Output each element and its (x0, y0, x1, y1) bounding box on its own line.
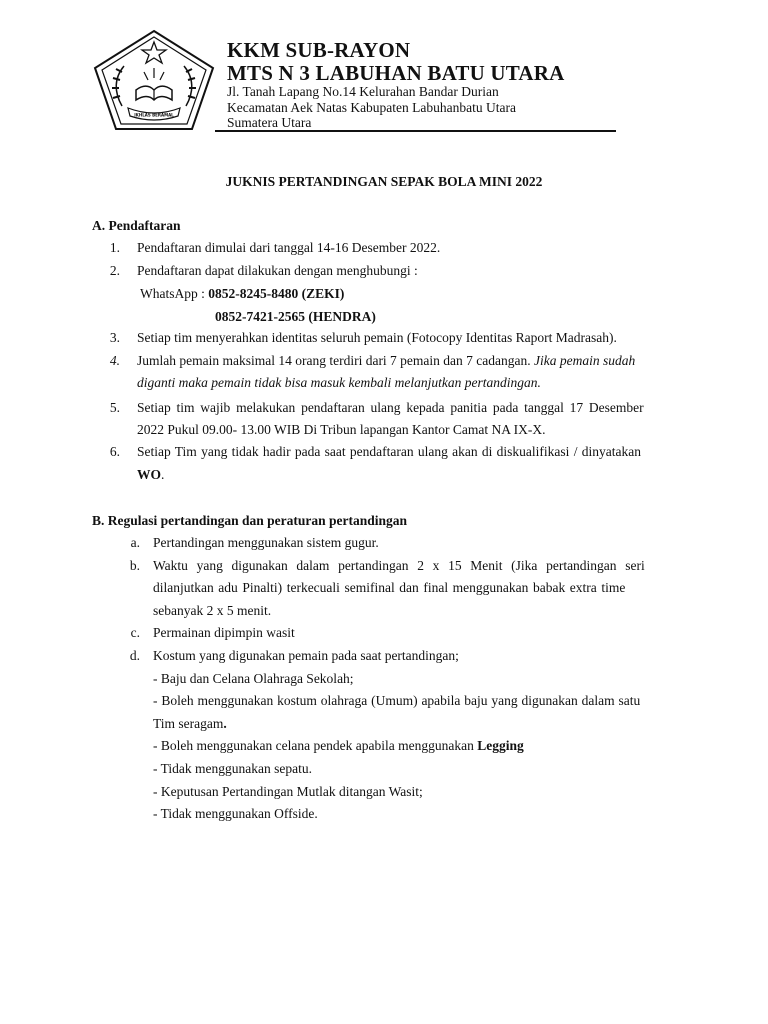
letterhead-divider (215, 130, 616, 132)
legging-label: Legging (477, 738, 524, 753)
item-number: 3. (109, 330, 120, 345)
item-text-italic: Jika pemain sudah (534, 353, 636, 368)
item-letter: b. (129, 558, 140, 573)
item-text: Setiap tim wajib melakukan pendaftaran ulang kepada panitia pada tanggal 17 Desember (137, 400, 644, 415)
item-number: 2. (109, 263, 120, 278)
section-a-heading: A. Pendaftaran (92, 218, 181, 233)
item-text: Pendaftaran dimulai dari tanggal 14-16 Desember 2022. (137, 240, 441, 255)
logo-motto: IKHLAS BERAMAL (134, 112, 174, 118)
address-line2: Kecamatan Aek Natas Kabupaten Labuhanbatu Utara (227, 100, 516, 115)
item-text: Permainan dipimpin wasit (153, 625, 295, 640)
item-letter: c. (130, 625, 140, 640)
sub-item: - Keputusan Pertandingan Mutlak ditangan Wasit; (153, 784, 423, 799)
contact-line (140, 286, 344, 302)
sub-item-end: . (223, 716, 227, 731)
item-text: Waktu yang digunakan dalam pertandingan 2 x 15 Menit (Jika pertandingan seri (153, 558, 645, 573)
sub-item: - Baju dan Celana Olahraga Sekolah; (153, 671, 354, 686)
address-line3: Sumatera Utara (227, 115, 312, 130)
item-text (137, 353, 635, 369)
sub-item: - Tidak menggunakan Offside. (153, 806, 318, 821)
item-text-plain: Jumlah pemain maksimal 14 orang terdiri dari 7 pemain dan 7 cadangan. (137, 353, 535, 368)
sub-item: - Tidak menggunakan sepatu. (153, 761, 312, 776)
sub-item-text: - Boleh menggunakan celana pendek apabila menggunakan (153, 738, 478, 753)
sub-item: - Boleh menggunakan kostum olahraga (Umum) apabila baju yang digunakan dalam satu (153, 693, 641, 708)
item-text-end: . (161, 467, 165, 482)
document-title: JUKNIS PERTANDINGAN SEPAK BOLA MINI 2022 (225, 174, 543, 189)
item-text: Setiap tim menyerahkan identitas seluruh pemain (Fotocopy Identitas Raport Madrasah). (137, 330, 617, 345)
item-text: Setiap Tim yang tidak hadir pada saat pendaftaran ulang akan di diskualifikasi / dinyatakan (137, 444, 641, 459)
item-text: Pendaftaran dapat dilakukan dengan menghubungi : (137, 263, 418, 278)
sub-item (153, 738, 524, 754)
ministry-logo-icon (92, 28, 216, 132)
item-letter: a. (130, 535, 140, 550)
wo-label: WO (137, 467, 162, 482)
section-b-heading: B. Regulasi pertandingan dan peraturan pertandingan (92, 513, 408, 528)
school-name-line1: KKM SUB-RAYON (227, 38, 411, 62)
item-number: 6. (109, 444, 120, 459)
item-text (137, 467, 164, 483)
item-number: 5. (109, 400, 120, 415)
item-number: 1. (109, 240, 120, 255)
sub-item-text: Tim seragam (153, 716, 224, 731)
sub-item (153, 716, 227, 732)
contact-phone: 0852-7421-2565 (HENDRA) (215, 309, 376, 324)
school-name-line2: MTS N 3 LABUHAN BATU UTARA (227, 61, 565, 85)
item-text: dilanjutkan adu Pinalti) terkecuali semifinal dan final menggunakan babak extra time (153, 580, 626, 595)
item-text: Kostum yang digunakan pemain pada saat pertandingan; (153, 648, 459, 663)
whatsapp-label: WhatsApp : (140, 286, 209, 301)
address-line1: Jl. Tanah Lapang No.14 Kelurahan Bandar Durian (227, 84, 499, 99)
item-text: 2022 Pukul 09.00- 13.00 WIB Di Tribun lapangan Kantor Camat NA IX-X. (137, 422, 546, 437)
item-text: sebanyak 2 x 5 menit. (153, 603, 272, 618)
item-text: Pertandingan menggunakan sistem gugur. (153, 535, 379, 550)
item-text-italic: diganti maka pemain tidak bisa masuk kembali melanjutkan pertandingan. (137, 375, 541, 390)
contact-phone: 0852-8245-8480 (ZEKI) (208, 286, 345, 301)
item-number: 4. (109, 353, 120, 368)
item-letter: d. (129, 648, 140, 663)
